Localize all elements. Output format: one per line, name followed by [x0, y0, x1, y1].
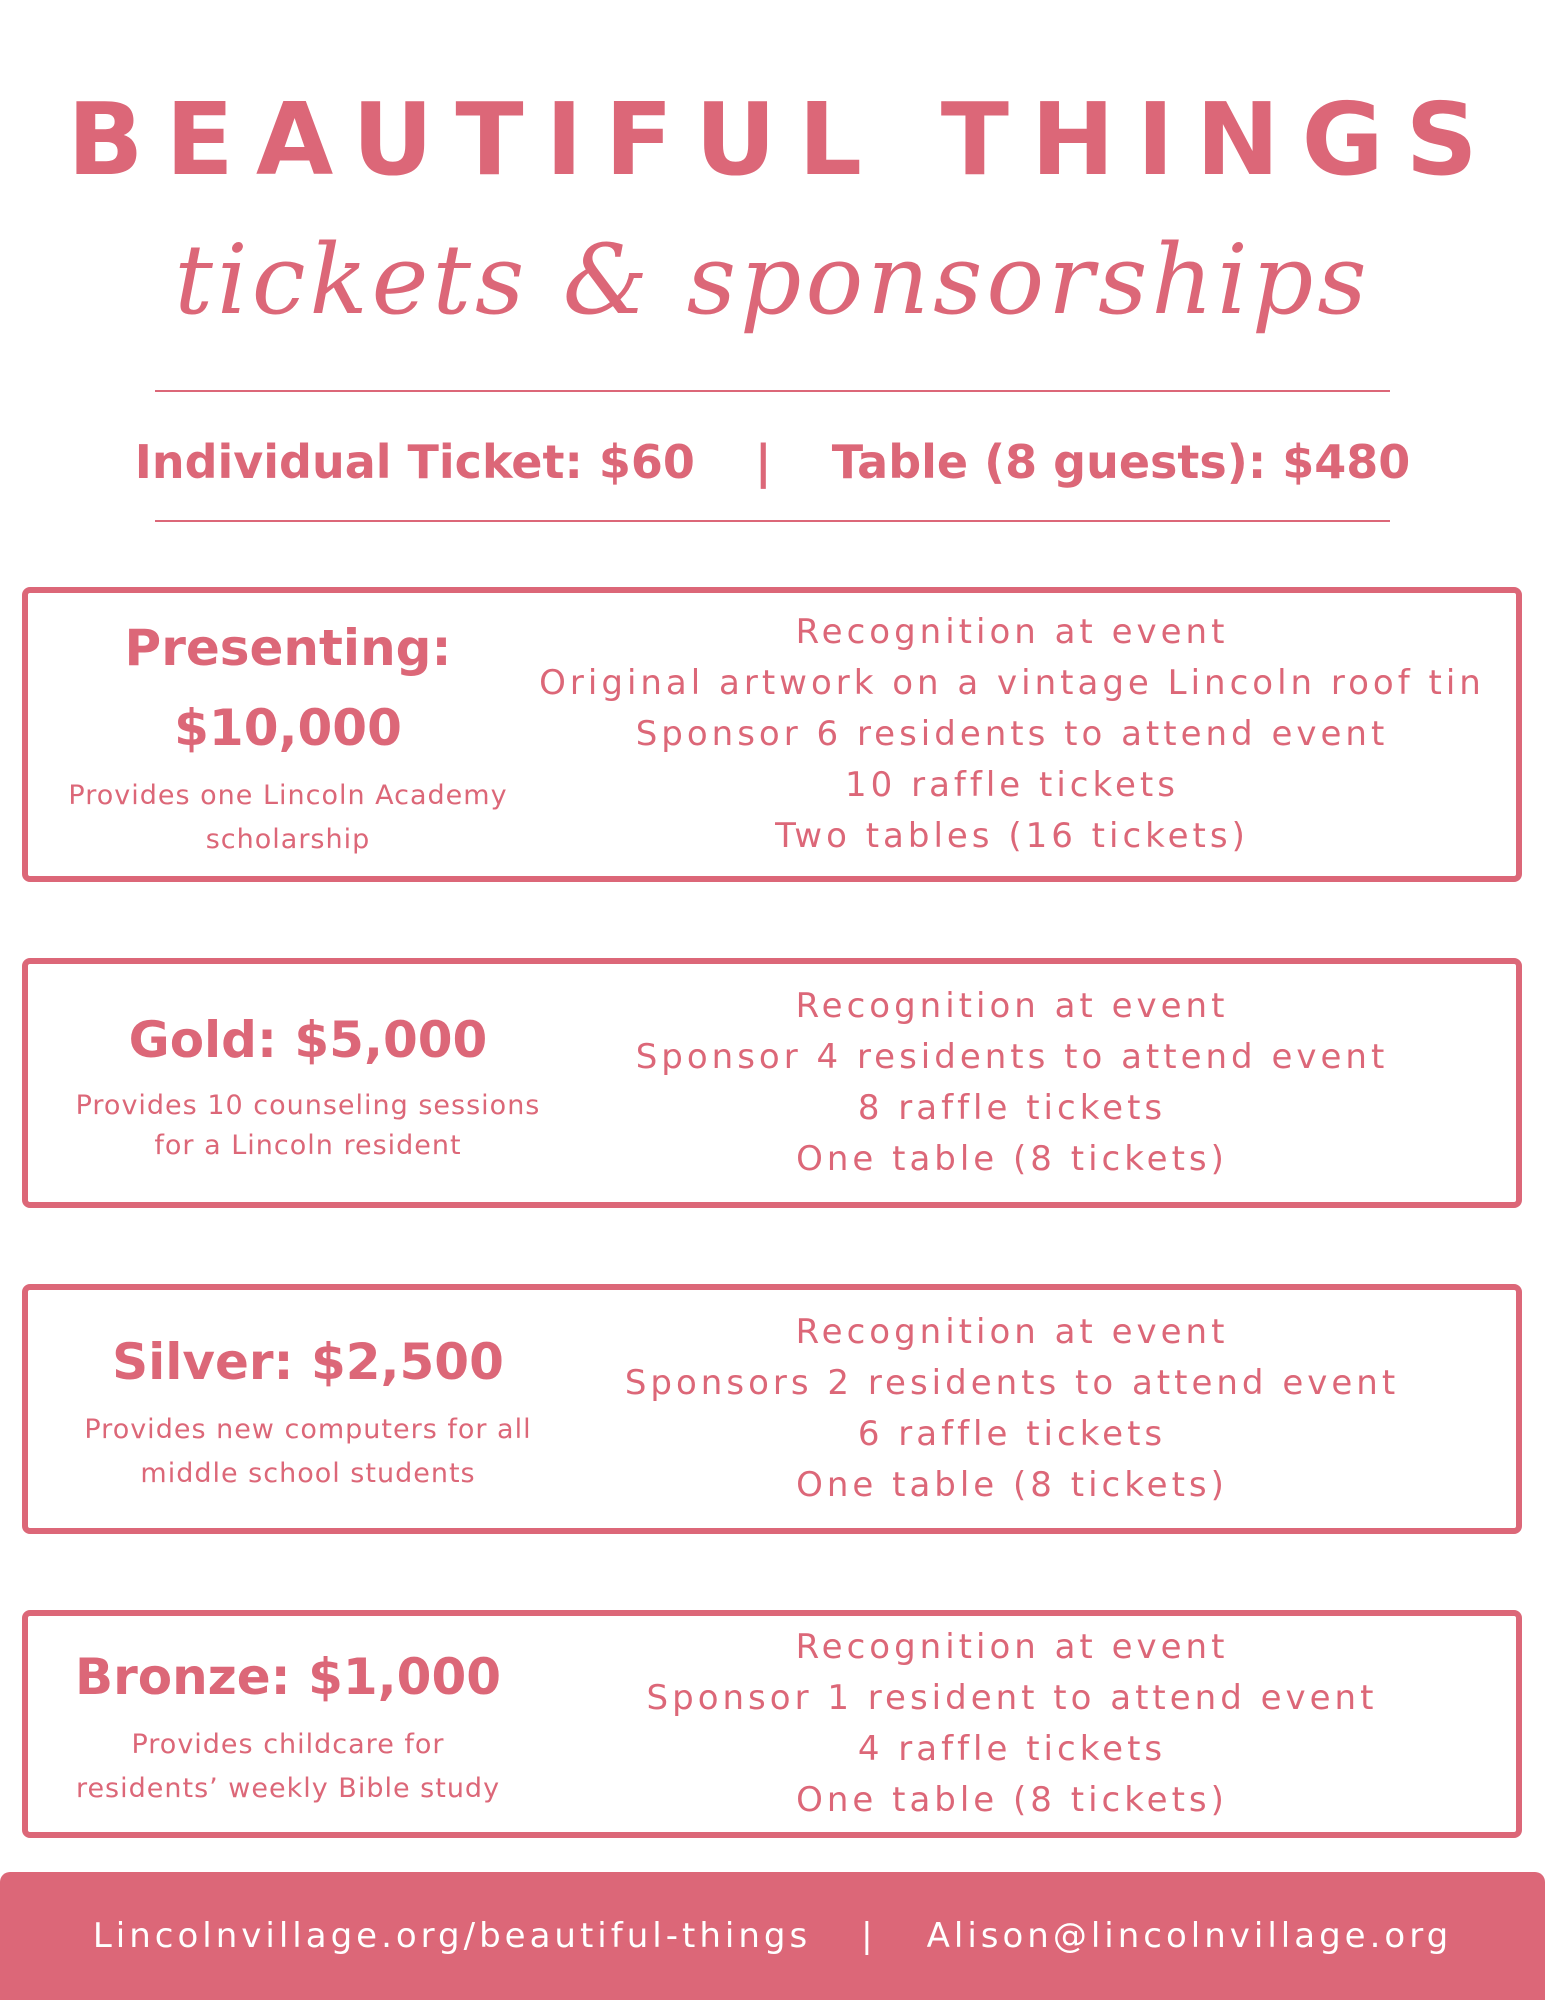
website-link[interactable]: Lincolnvillage.org/beautiful-things — [92, 1916, 812, 1956]
tier-silver — [22, 1284, 1522, 1534]
benefit-item: 4 raffle tickets — [857, 1729, 1167, 1769]
tier-description-line: for a Lincoln resident — [154, 1130, 462, 1161]
tier-name: Bronze: $1,000 — [74, 1648, 502, 1706]
individual-ticket-price: Individual Ticket: $60 — [134, 435, 695, 489]
benefit-item: Original artwork on a vintage Lincoln roof tin — [539, 663, 1485, 703]
tier-description — [76, 1086, 541, 1166]
tier-description-line: Provides one Lincoln Academy — [68, 779, 508, 811]
benefit-item: Sponsor 4 residents to attend event — [635, 1037, 1389, 1077]
email-link[interactable]: Alison@lincolnvillage.org — [926, 1916, 1453, 1956]
tier-bronze-summary — [28, 1616, 548, 1832]
divider-top — [155, 390, 1390, 392]
tier-description-line: residents’ weekly Bible study — [75, 1773, 501, 1804]
tier-description — [68, 774, 507, 862]
divider-bottom — [155, 520, 1390, 522]
page-subtitle: tickets & sponsorships — [174, 224, 1371, 336]
tier-bronze-benefits — [508, 1616, 1516, 1832]
table-price: Table (8 guests): $480 — [831, 435, 1411, 489]
footer-separator: | — [861, 1916, 877, 1956]
ticket-prices — [0, 430, 1545, 494]
tier-presenting-summary — [28, 593, 548, 876]
benefit-item: Recognition at event — [795, 612, 1229, 652]
footer-bar — [0, 1872, 1545, 2000]
tier-silver-summary — [28, 1290, 588, 1528]
benefit-item: Recognition at event — [795, 1312, 1229, 1352]
price-separator: | — [754, 435, 772, 489]
tier-description-line: Provides 10 counseling sessions — [75, 1090, 541, 1121]
tier-name: Silver: $2,500 — [112, 1333, 504, 1391]
benefit-item: One table (8 tickets) — [796, 1465, 1228, 1505]
benefit-item: One table (8 tickets) — [796, 1139, 1228, 1179]
tier-description-line: scholarship — [205, 823, 371, 855]
benefit-item: Sponsor 6 residents to attend event — [635, 714, 1389, 754]
benefit-item: Sponsors 2 residents to attend event — [624, 1363, 1400, 1403]
tier-bronze — [22, 1610, 1522, 1838]
tier-gold-summary — [28, 964, 588, 1202]
benefit-item: 6 raffle tickets — [857, 1414, 1167, 1454]
benefit-item: Recognition at event — [795, 1627, 1229, 1667]
tier-gold-benefits — [508, 964, 1516, 1202]
benefit-item: One table (8 tickets) — [796, 1780, 1228, 1820]
tier-presenting-benefits — [508, 593, 1516, 876]
page-title: BEAUTIFUL THINGS — [67, 81, 1500, 198]
tier-description — [76, 1723, 500, 1811]
tier-description-line: Provides childcare for — [131, 1729, 445, 1760]
benefit-item: 10 raffle tickets — [845, 765, 1179, 805]
tier-name: Presenting: — [124, 618, 452, 677]
tier-silver-benefits — [508, 1290, 1516, 1528]
benefit-item: Two tables (16 tickets) — [775, 816, 1249, 856]
tier-description-line: middle school students — [140, 1458, 476, 1489]
tier-price: $10,000 — [174, 698, 402, 757]
tier-gold — [22, 958, 1522, 1208]
benefit-item: Recognition at event — [795, 986, 1229, 1026]
tier-presenting — [22, 587, 1522, 882]
tier-description-line: Provides new computers for all — [84, 1414, 532, 1445]
tier-name: Gold: $5,000 — [128, 1011, 488, 1069]
benefit-item: 8 raffle tickets — [857, 1088, 1167, 1128]
benefit-item: Sponsor 1 resident to attend event — [646, 1678, 1378, 1718]
tier-description — [84, 1408, 531, 1496]
